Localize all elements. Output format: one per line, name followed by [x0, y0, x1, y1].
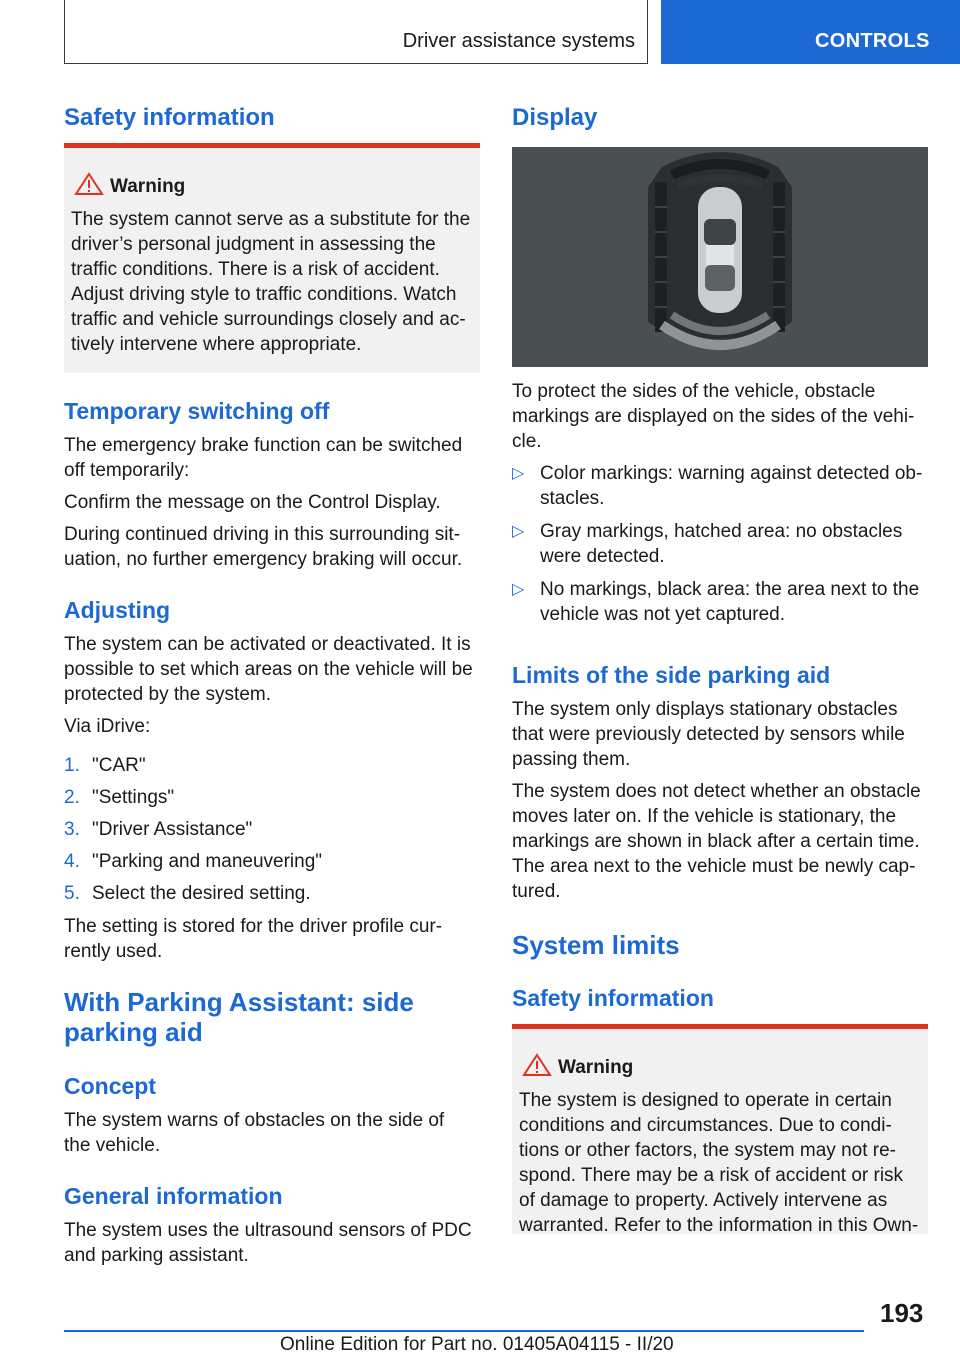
- warning-body-2: The system is designed to operate in certain conditions and circumstances. Due to condi‐ tions or other factors, the system may not re‐ spond. There may be a risk of accident or risk of damage to property. Actively intervene as warranted. Refer to the information in this Own‐: [519, 1090, 919, 1236]
- stored-text: The setting is stored for the driver profile cur‐ rently used.: [64, 916, 443, 962]
- right-safety-heading: Safety information: [512, 985, 714, 1011]
- bullet-icon: ▷: [512, 465, 525, 482]
- list-item: 5. Select the desired setting.: [64, 883, 311, 904]
- idrive-steps-list: [64, 753, 484, 913]
- list-item: 1. "CAR": [64, 755, 146, 776]
- page-number: 193: [880, 1298, 924, 1328]
- header-section-title: Driver assistance systems: [402, 30, 635, 52]
- temp-switching-text: The emergency brake function can be switched off temporarily: Confirm the message on the Control Display. During continued driving in this surrounding sit‐ uation, no further emergency braking will occur.: [64, 435, 463, 570]
- header-section-box: [64, 0, 648, 64]
- concept-heading: Concept: [64, 1073, 156, 1099]
- general-info-heading: General information: [64, 1183, 283, 1209]
- side-parking-aid-display-image: [512, 147, 928, 367]
- warning-box-2: [512, 1024, 928, 1234]
- display-heading: Display: [512, 104, 598, 131]
- header-tab-label: CONTROLS: [815, 30, 930, 52]
- display-text: To protect the sides of the vehicle, obstacle markings are displayed on the sides of the vehi‐ cle.: [512, 381, 915, 452]
- list-item: 3. "Driver Assistance": [64, 819, 253, 840]
- list-item: 4. "Parking and maneuvering": [64, 851, 323, 872]
- footer-divider: [64, 1330, 864, 1332]
- display-bullets: [512, 461, 932, 635]
- list-item: 2. "Settings": [64, 787, 175, 808]
- limits-heading: Limits of the side parking aid: [512, 662, 831, 688]
- temp-switching-heading: Temporary switching off: [64, 398, 330, 424]
- parking-aid-heading: With Parking Assistant: side parking aid: [64, 987, 414, 1047]
- general-info-text: The system uses the ultrasound sensors of PDC and parking assistant.: [64, 1220, 472, 1266]
- list-item: ▷ Color markings: warning against detected ob‐ stacles.: [512, 461, 932, 519]
- warning-box-1: [64, 143, 480, 373]
- left-safety-heading: Safety information: [64, 104, 275, 131]
- adjusting-heading: Adjusting: [64, 597, 171, 623]
- warning-title-2: Warning: [558, 1057, 634, 1078]
- bullet-icon: ▷: [512, 523, 525, 540]
- concept-text: The system warns of obstacles on the side of the vehicle.: [64, 1110, 445, 1156]
- header-tab: [661, 0, 960, 64]
- warning-triangle-icon: [522, 1053, 552, 1077]
- list-item: ▷ No markings, black area: the area next to the vehicle was not yet captured.: [512, 577, 932, 635]
- footer-edition: Online Edition for Part no. 01405A04115 - II/20: [280, 1334, 674, 1355]
- system-limits-heading: System limits: [512, 930, 680, 960]
- list-item: ▷ Gray markings, hatched area: no obstacles were detected.: [512, 519, 932, 577]
- adjusting-text: The system can be activated or deactivated. It is possible to set which areas on the vehicle will be protected by the system. Via iDrive:: [64, 634, 473, 737]
- warning-title-1: Warning: [110, 176, 186, 197]
- warning-body-1: The system cannot serve as a substitute for the driver’s personal judgment in assessing the traffic conditions. There is a risk of accident. Adjust driving style to traffic conditions. Watch traffic and vehicle surroundings closely and ac‐ tively intervene where appropriate.: [71, 209, 471, 355]
- limits-text: The system only displays stationary obstacles that were previously detected by sensors while passing them. The system does not detect whether an obstacle moves later on. If the vehicle is stationary, the markings are shown in black after a certain time. The area next to the vehicle must be newly cap‐ tured.: [512, 699, 921, 902]
- warning-triangle-icon: [74, 172, 104, 196]
- bullet-icon: ▷: [512, 581, 525, 598]
